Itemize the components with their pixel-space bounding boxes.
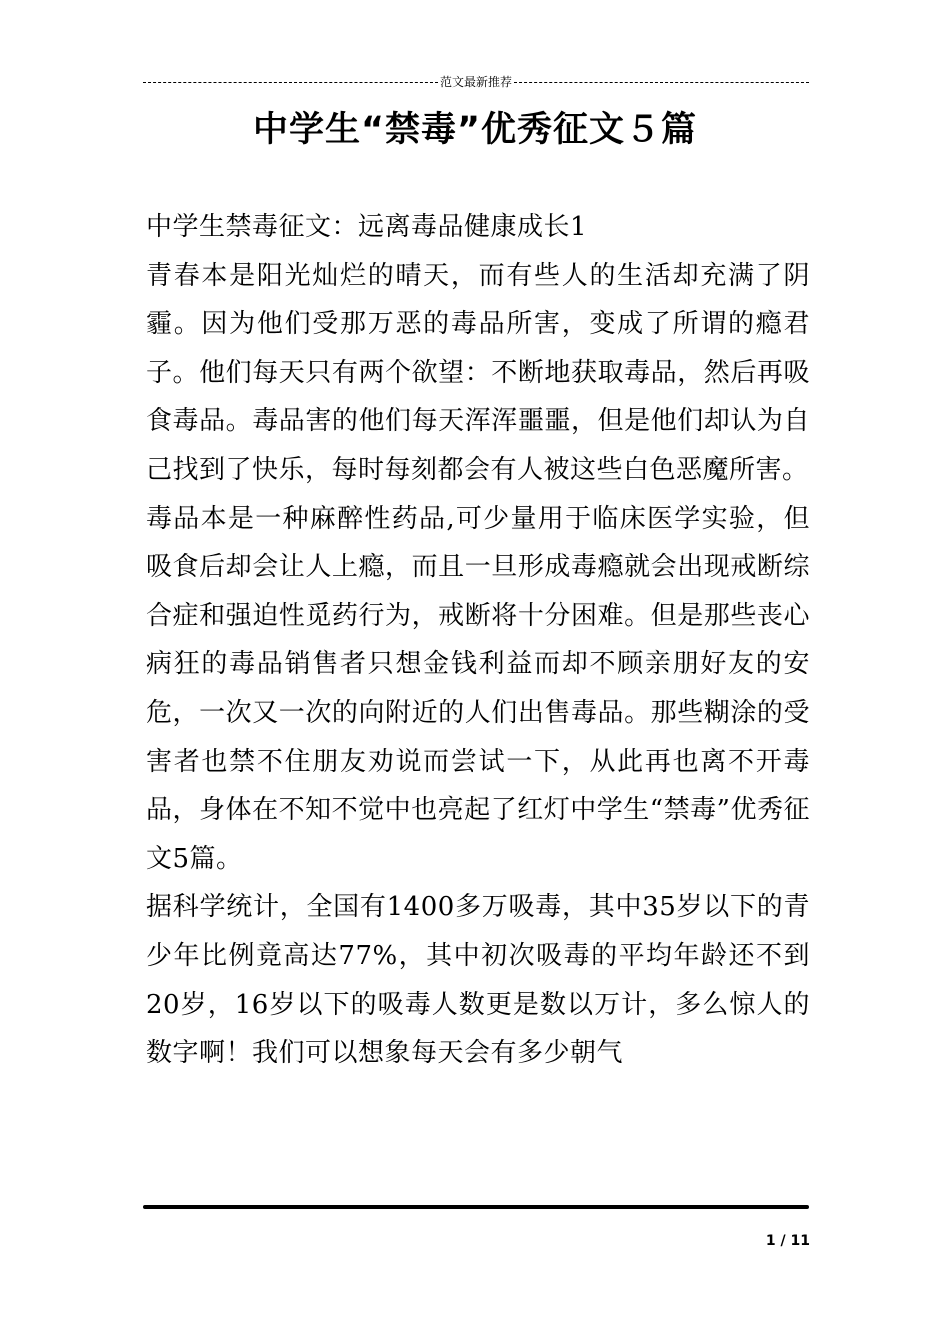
- header-dash-left: [143, 82, 438, 83]
- document-title: 中学生“禁毒”优秀征文５篇: [252, 110, 697, 150]
- header-dash-right: [514, 82, 809, 83]
- header-label: 范文最新推荐: [440, 75, 513, 89]
- footer-rule: [143, 1205, 809, 1209]
- header-rule: [143, 76, 809, 88]
- paragraph-subtitle: 中学生禁毒征文：远离毒品健康成长1: [146, 212, 588, 242]
- page-number: 1 / 11: [765, 1233, 810, 1249]
- paragraph: 据科学统计，全国有1400多万吸毒，其中35岁以下的青少年比例竟高达77%，其中初次吸毒的平均年龄还不到20岁，16岁以下的吸毒人数更是数以万计，多么惊人的数字啊！我们可以想象每天会有多少朝气: [146, 892, 810, 1069]
- paragraph: 毒品本是一种麻醉性药品,可少量用于临床医学实验，但吸食后却会让人上瘾，而且一旦形成毒瘾就会出现戒断综合症和强迫性觅药行为，戒断将十分困难。但是那些丧心病狂的毒品销售者只想金钱利益而却不顾亲朋好友的安危，一次又一次的向附近的人们出售毒品。那些糊涂的受害者也禁不住朋友劝说而尝试一下，从此再也离不开毒品，身体在不知不觉中也亮起了红灯中学生“禁毒”优秀征文5篇。: [146, 503, 810, 874]
- document-body: [146, 203, 810, 1078]
- paragraph: 青春本是阳光灿烂的晴天，而有些人的生活却充满了阴霾。因为他们受那万恶的毒品所害，变成了所谓的瘾君子。他们每天只有两个欲望：不断地获取毒品，然后再吸食毒品。毒品害的他们每天浑浑噩噩，但是他们却认为自己找到了快乐，每时每刻都会有人被这些白色恶魔所害。: [146, 260, 810, 485]
